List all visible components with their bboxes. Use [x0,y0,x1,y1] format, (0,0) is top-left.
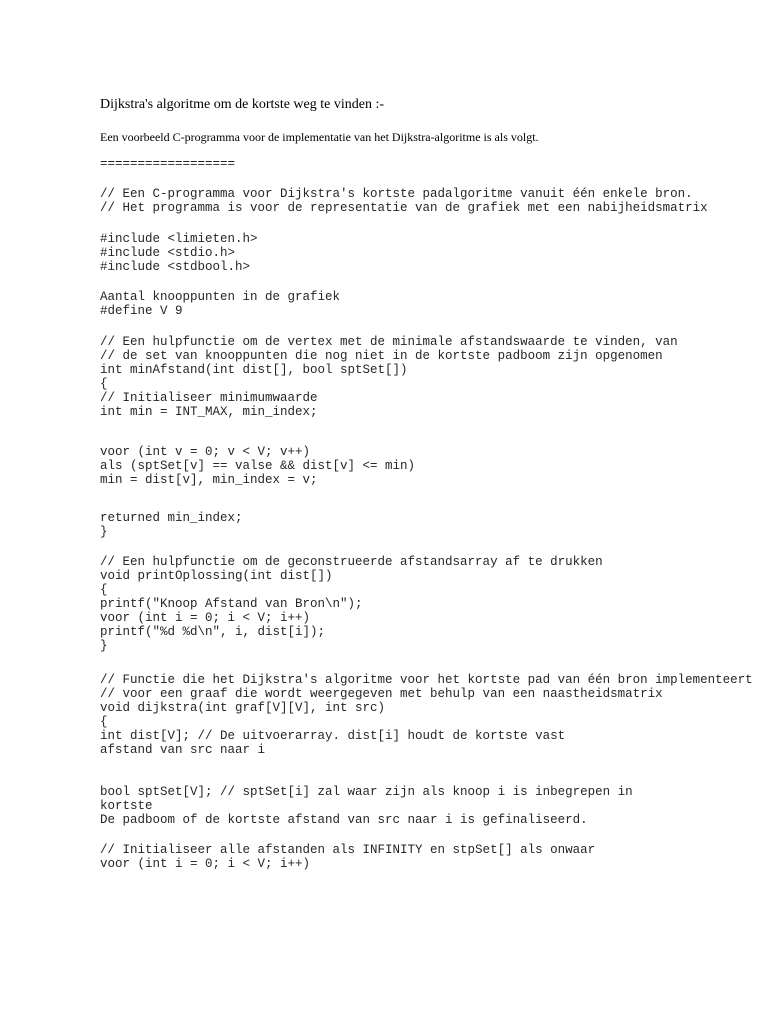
code-block-define: Aantal knooppunten in de grafiek #define V 9 [100,290,341,318]
code-block-includes: #include <limieten.h> #include <stdio.h> #include <stdbool.h> [100,232,258,274]
code-block-minafstand: // Een hulpfunctie om de vertex met de minimale afstandswaarde te vinden, van // de set van knooppunten die nog niet in de kortste padboom zijn opgenomen int minAfstand(int dist[], bool sptSet[]) { // Initialiseer minimumwaarde int min = INT_MAX, min_index; [100,335,678,419]
code-block-loop: voor (int v = 0; v < V; v++) als (sptSet[v] == valse && dist[v] <= min) min = dist[v], min_index = v; [100,445,416,487]
code-block-printoplossing: // Een hulpfunctie om de geconstrueerde afstandsarray af te drukken void printOplossing(int dist[]) { printf("Knoop Afstand van Bron\n"); voor (int i = 0; i < V; i++) printf("%d %d\n", i, dist[i]); } [100,555,603,653]
code-block-dijkstra: // Functie die het Dijkstra's algoritme voor het kortste pad van één bron implementeert // voor een graaf die wordt weergegeven met behulp van een naastheidsmatrix void dijkstra(int graf[V][V], int src) { int dist[V]; // De uitvoerarray. dist[i] houdt de kortste vast afstand van src naar i [100,673,753,757]
intro-paragraph: Een voorbeeld C-programma voor de implementatie van het Dijkstra-algoritme is als volgt. [100,130,539,144]
code-block-sptset: bool sptSet[V]; // sptSet[i] zal waar zijn als knoop i is inbegrepen in kortste De padboom of de kortste afstand van src naar i is gefinaliseerd. [100,785,633,827]
document-title: Dijkstra's algoritme om de kortste weg te vinden :- [100,97,385,112]
code-block-initialise: // Initialiseer alle afstanden als INFINITY en stpSet[] als onwaar voor (int i = 0; i < V; i++) [100,843,596,871]
code-block-return: returned min_index; } [100,511,243,539]
code-block-header-comment: // Een C-programma voor Dijkstra's kortste padalgoritme vanuit één enkele bron. // Het programma is voor de representatie van de grafiek met een nabijheidsmatrix [100,187,708,215]
separator-line: ================== [100,157,236,171]
